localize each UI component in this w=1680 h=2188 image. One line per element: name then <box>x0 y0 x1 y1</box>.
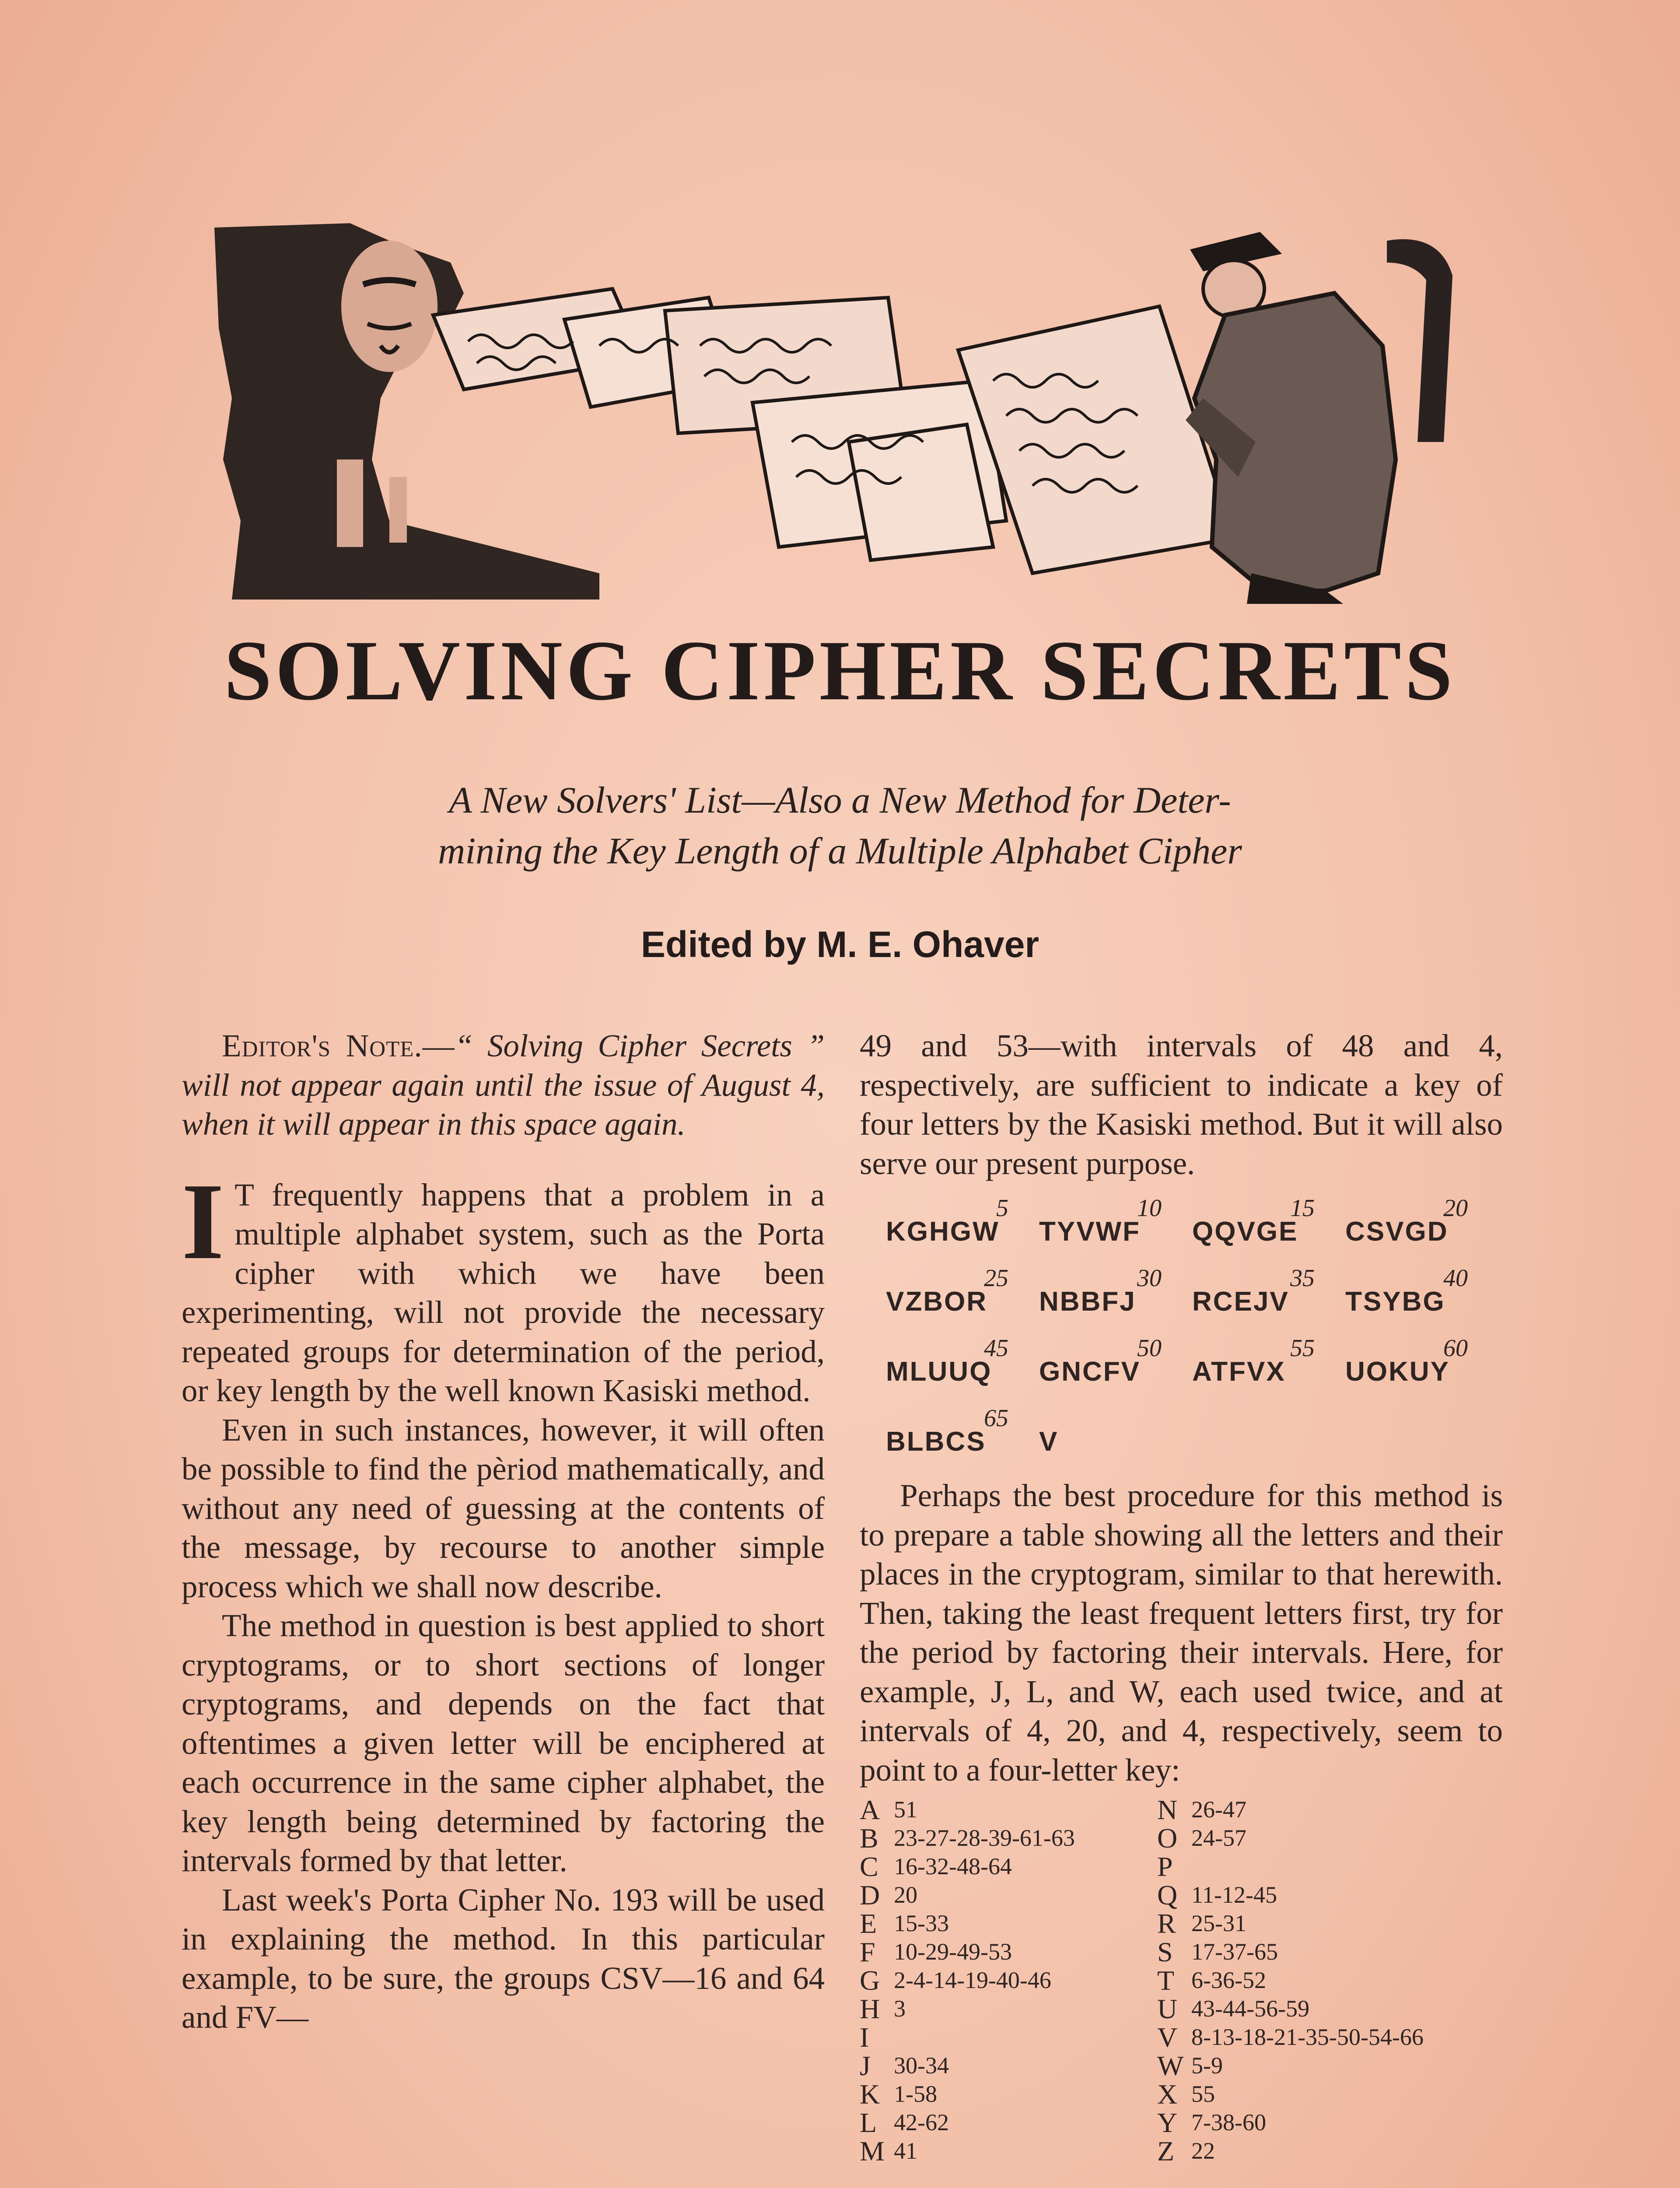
letter-key: Q <box>1157 1879 1178 1911</box>
letter-positions: 11-12-45 <box>1191 1882 1277 1908</box>
editors-note-label: Editor's Note.— <box>222 1028 455 1063</box>
letter-key: F <box>860 1936 875 1967</box>
letter-positions: 51 <box>894 1796 917 1823</box>
letter-positions: 5-9 <box>1191 2052 1223 2079</box>
letter-positions: 7-38-60 <box>1191 2109 1266 2135</box>
cipher-group <box>1039 1329 1192 1399</box>
letter-key: I <box>860 2022 869 2053</box>
paragraph-6: Perhaps the best procedure for this method is to prepare a table showing all the letters and their places in the cryptogram, similar to that herewith. Then, taking the least frequent letters first, try for the period by factoring their intervals. Here, for example, J, L, and W, each used twice, and at intervals of 4, 20, and 4, respectively, seem to point to a four-letter key: <box>860 1478 1503 1788</box>
cipher-group <box>1345 1329 1498 1399</box>
cipher-row <box>886 1259 1503 1329</box>
letter-row <box>860 2137 1157 2165</box>
letter-key: O <box>1157 1823 1178 1854</box>
cipher-group <box>886 1399 1039 1469</box>
cipher-letters: ATFVX <box>1192 1356 1286 1387</box>
cipher-letters: MLUUQ <box>886 1356 992 1387</box>
cipher-letters: KGHGW <box>886 1216 1000 1247</box>
letter-positions: 3 <box>894 1995 906 2022</box>
letter-positions: 16-32-48-64 <box>894 1853 1012 1879</box>
cipher-position: 35 <box>1290 1265 1315 1292</box>
paragraph-5: 49 and 53—with intervals of 48 and 4, respectively, are sufficient to indicate a key of four letters by the Kasiski method. But it will also serve our present purpose. <box>860 1028 1503 1181</box>
editors-note-text: “ Solving Cipher Secrets ” will not appear again until the issue of August 4, when it will appear in this space again. <box>182 1028 825 1142</box>
letter-key: J <box>860 2050 871 2081</box>
letter-row <box>860 2108 1157 2137</box>
letter-key: M <box>860 2135 885 2167</box>
letter-row <box>860 1966 1157 1995</box>
letter-key: Y <box>1157 2107 1178 2138</box>
subtitle-line-1: A New Solvers' List—Also a New Method for Deter- <box>449 779 1231 821</box>
cipher-position: 55 <box>1290 1335 1315 1362</box>
letter-row <box>1157 2051 1446 2080</box>
letter-key: U <box>1157 1993 1178 2024</box>
cipher-position: 15 <box>1290 1195 1315 1222</box>
letter-row <box>860 1909 1157 1938</box>
paragraph-1 <box>182 1161 825 1410</box>
letter-position-table <box>860 1795 1503 2165</box>
letter-row <box>1157 2137 1446 2165</box>
cipher-row <box>886 1189 1503 1259</box>
letter-key: W <box>1157 2050 1184 2081</box>
letter-row <box>860 1881 1157 1909</box>
letter-positions: 8-13-18-21-35-50-54-66 <box>1191 2024 1424 2050</box>
letter-row <box>1157 2108 1446 2137</box>
letter-positions: 41 <box>894 2138 917 2164</box>
cipher-letters: UOKUY <box>1345 1356 1450 1387</box>
letter-positions: 24-57 <box>1191 1825 1246 1851</box>
letter-key: E <box>860 1908 877 1939</box>
cipher-position: 10 <box>1137 1195 1162 1222</box>
letter-row <box>860 1852 1157 1881</box>
cipher-row <box>886 1399 1503 1469</box>
letter-positions: 20 <box>894 1882 917 1908</box>
letter-row <box>1157 2080 1446 2108</box>
cipher-letters: QQVGE <box>1192 1216 1298 1247</box>
letter-positions: 25-31 <box>1191 1910 1246 1936</box>
paragraph-2: Even in such instances, however, it will often be possible to find the pèriod mathematically, and without any need of guessing at the contents of the message, by recourse to another simple process which we shall now describe. <box>182 1412 825 1604</box>
letter-key: G <box>860 1965 880 1996</box>
letter-positions: 30-34 <box>894 2052 949 2079</box>
cipher-letters: RCEJV <box>1192 1286 1289 1317</box>
letter-row <box>860 1938 1157 1966</box>
letter-table-left <box>860 1795 1157 2165</box>
cipher-position: 45 <box>984 1335 1008 1362</box>
letter-positions: 22 <box>1191 2138 1215 2164</box>
letter-row <box>860 2023 1157 2051</box>
letter-positions: 23-27-28-39-61-63 <box>894 1825 1075 1851</box>
paragraph-4: Last week's Porta Cipher No. 193 will be used in explaining the method. In this particular example, to be sure, the groups CSV—16 and 64 and FV— <box>182 1882 825 2035</box>
letter-positions: 55 <box>1191 2081 1215 2107</box>
paragraph-3: The method in question is best applied to short cryptograms, or to short sections of longer cryptograms, and depends on the fact that oftentimes a given letter will be enciphered at each occurrence in the same cipher alphabet, the key length being determined by factoring the intervals formed by that letter. <box>182 1608 825 1878</box>
letter-key: L <box>860 2107 877 2138</box>
letter-row <box>860 1824 1157 1852</box>
letter-positions: 26-47 <box>1191 1796 1246 1823</box>
letter-positions: 6-36-52 <box>1191 1967 1266 1993</box>
editors-note <box>182 1026 825 1144</box>
cipher-position: 40 <box>1443 1265 1468 1292</box>
letter-row <box>1157 1852 1446 1881</box>
cipher-groups <box>886 1189 1503 1469</box>
letter-row <box>1157 1795 1446 1824</box>
drop-cap: I <box>182 1161 224 1282</box>
letter-row <box>1157 2023 1446 2051</box>
letter-key: K <box>860 2079 880 2110</box>
letter-key: B <box>860 1823 878 1854</box>
letter-positions: 2-4-14-19-40-46 <box>894 1967 1051 1993</box>
byline: Edited by M. E. Ohaver <box>640 924 1040 965</box>
page-title: SOLVING CIPHER SECRETS <box>224 623 1456 718</box>
letter-key: H <box>860 1993 880 2024</box>
letter-key: X <box>1157 2079 1178 2110</box>
subtitle <box>306 775 1374 876</box>
cipher-group <box>1345 1189 1498 1259</box>
cipher-position: 50 <box>1137 1335 1162 1362</box>
letter-table-right <box>1157 1795 1446 2165</box>
letter-key: C <box>860 1851 878 1882</box>
cipher-letters: BLBCS <box>886 1426 986 1457</box>
cipher-group <box>886 1329 1039 1399</box>
cipher-position: 25 <box>984 1265 1008 1292</box>
cipher-group <box>1192 1329 1345 1399</box>
letter-positions: 10-29-49-53 <box>894 1939 1012 1965</box>
cipher-row <box>886 1329 1503 1399</box>
cipher-group <box>886 1189 1039 1259</box>
letter-key: D <box>860 1879 880 1911</box>
cipher-group <box>886 1259 1039 1329</box>
soldier-drawing <box>1186 232 1452 604</box>
letter-positions: 42-62 <box>894 2109 949 2135</box>
cipher-group <box>1039 1259 1192 1329</box>
letter-key: Z <box>1157 2135 1175 2167</box>
header-illustration <box>206 214 1474 608</box>
cipher-position: 30 <box>1137 1265 1162 1292</box>
cipher-position: 5 <box>996 1195 1008 1222</box>
cipher-letters: TYVWF <box>1039 1216 1141 1247</box>
paragraph-1-text: T frequently happens that a problem in a multiple alphabet system, such as the Porta cipher with which we have been experimenting, will not provide the necessary repeated groups for determination of the period, or key length by the well known Kasiski method. <box>182 1177 825 1408</box>
cipher-letters: TSYBG <box>1345 1286 1446 1317</box>
letter-row <box>1157 1938 1446 1966</box>
letter-positions: 43-44-56-59 <box>1191 1995 1309 2022</box>
letter-positions: 15-33 <box>894 1910 949 1936</box>
cipher-position: 20 <box>1443 1195 1468 1222</box>
right-column <box>860 1026 1503 2165</box>
cipher-group <box>1192 1259 1345 1329</box>
sphinx-drawing <box>214 223 599 600</box>
letter-row <box>860 2080 1157 2108</box>
letter-key: T <box>1157 1965 1175 1996</box>
scattered-papers <box>433 289 1234 573</box>
letter-key: V <box>1157 2022 1178 2053</box>
cipher-group <box>1192 1189 1345 1259</box>
letter-row <box>1157 1824 1446 1852</box>
cipher-letters: CSVGD <box>1345 1216 1449 1247</box>
letter-key: P <box>1157 1851 1173 1882</box>
cipher-letters: GNCFV <box>1039 1356 1141 1387</box>
letter-key: S <box>1157 1936 1173 1967</box>
cipher-group <box>1345 1259 1498 1329</box>
cipher-group <box>1039 1399 1192 1469</box>
letter-key: R <box>1157 1908 1176 1939</box>
cipher-letters: VZBOR <box>886 1286 987 1317</box>
letter-row <box>860 1995 1157 2023</box>
cipher-letters: NBBFJ <box>1039 1286 1136 1317</box>
letter-row <box>1157 1995 1446 2023</box>
letter-positions: 1-58 <box>894 2081 937 2107</box>
left-column <box>182 1026 825 2037</box>
cipher-letters: V <box>1039 1426 1059 1457</box>
cipher-group <box>1039 1189 1192 1259</box>
letter-positions: 17-37-65 <box>1191 1939 1278 1965</box>
letter-key: N <box>1157 1794 1178 1825</box>
cipher-position: 65 <box>984 1405 1008 1432</box>
letter-row <box>860 2051 1157 2080</box>
letter-row <box>860 1795 1157 1824</box>
letter-row <box>1157 1966 1446 1995</box>
cipher-position: 60 <box>1443 1335 1468 1362</box>
subtitle-line-2: mining the Key Length of a Multiple Alphabet Cipher <box>438 830 1242 872</box>
letter-row <box>1157 1881 1446 1909</box>
letter-row <box>1157 1909 1446 1938</box>
letter-key: A <box>860 1794 880 1825</box>
